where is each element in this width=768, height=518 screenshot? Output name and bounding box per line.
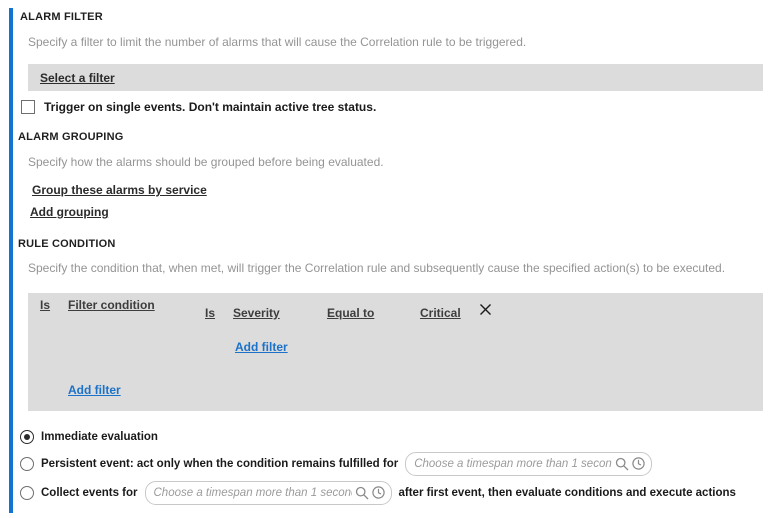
collect-events-radio[interactable] xyxy=(20,486,34,500)
nested-add-filter-link[interactable]: Add filter xyxy=(235,340,288,354)
close-icon xyxy=(479,303,492,316)
persistent-event-label: Persistent event: act only when the condition remains fulfilled for xyxy=(41,457,399,470)
collect-timespan-input[interactable] xyxy=(154,483,352,503)
group-alarms-by-service-link[interactable]: Group these alarms by service xyxy=(32,183,207,197)
search-icon[interactable] xyxy=(615,457,629,471)
alarm-grouping-section-title: ALARM GROUPING xyxy=(18,131,124,143)
alarm-filter-description: Specify a filter to limit the number of alarms that will cause the Correlation rule to be triggered. xyxy=(28,35,527,49)
rule-condition-section-title: RULE CONDITION xyxy=(18,238,116,250)
remove-condition-icon[interactable] xyxy=(477,301,493,317)
collect-events-label-after: after first event, then evaluate conditions and execute actions xyxy=(398,486,736,499)
root-field-link[interactable]: Filter condition xyxy=(68,298,155,312)
single-events-checkbox-label: Trigger on single events. Don't maintain active tree status. xyxy=(44,100,377,114)
clock-icon[interactable] xyxy=(372,486,385,499)
nested-field-link[interactable]: Severity xyxy=(233,306,280,320)
alarm-grouping-description: Specify how the alarms should be grouped before being evaluated. xyxy=(28,155,384,169)
condition-builder-panel xyxy=(28,293,763,411)
immediate-evaluation-label: Immediate evaluation xyxy=(41,431,158,443)
nested-operator-link[interactable]: Is xyxy=(205,306,216,320)
rule-condition-description: Specify the condition that, when met, will trigger the Correlation rule and subsequently cause the specified action(s) to be executed. xyxy=(28,261,726,275)
nested-value-link[interactable]: Critical xyxy=(420,306,461,320)
collect-events-label-before: Collect events for xyxy=(41,486,138,499)
persistent-event-option[interactable] xyxy=(20,450,652,477)
persistent-timespan-input[interactable] xyxy=(414,454,612,474)
nested-comparison-link[interactable]: Equal to xyxy=(327,306,375,320)
persistent-event-radio[interactable] xyxy=(20,457,34,471)
select-filter-bar[interactable] xyxy=(28,64,763,91)
single-events-checkbox[interactable] xyxy=(21,100,35,114)
root-add-filter-link[interactable]: Add filter xyxy=(68,383,121,397)
root-operator-link[interactable]: Is xyxy=(40,298,51,312)
alarm-filter-section-title: ALARM FILTER xyxy=(20,11,103,23)
immediate-evaluation-option[interactable] xyxy=(20,426,158,448)
collect-events-option[interactable] xyxy=(20,479,736,506)
left-accent-bar xyxy=(9,8,13,513)
immediate-evaluation-radio[interactable] xyxy=(20,430,34,444)
search-icon[interactable] xyxy=(355,486,369,500)
add-grouping-link[interactable]: Add grouping xyxy=(30,205,109,219)
single-events-checkbox-row[interactable] xyxy=(21,100,376,114)
clock-icon[interactable] xyxy=(632,457,645,470)
persistent-timespan-field[interactable] xyxy=(405,452,652,476)
collect-timespan-field[interactable] xyxy=(145,481,392,505)
select-filter-link[interactable]: Select a filter xyxy=(40,70,115,85)
